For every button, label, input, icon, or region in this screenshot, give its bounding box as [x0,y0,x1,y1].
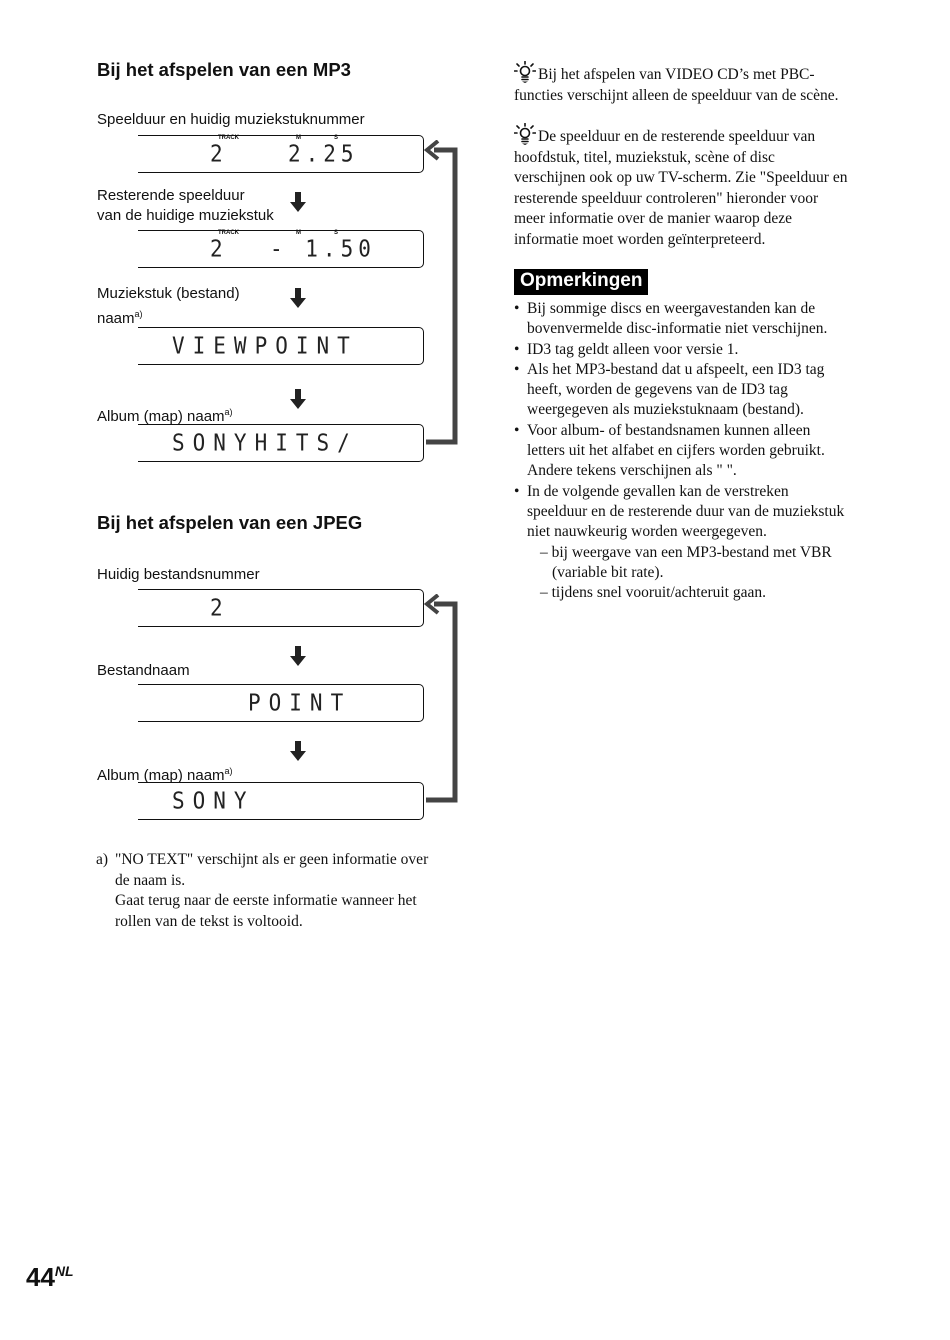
lightbulb-icon [514,61,536,83]
list-item: • In de volgende gevallen kan de verstreken speelduur en de resterende duur van de muziekstuk niet nauwkeurig worden weergegeven. – bij weergave van een MP3-bestand met VBR (variable bit rate). – tijdens snel vooruit/achteruit gaan. [514,482,894,604]
jpeg-display-file-number [138,589,424,627]
jpeg-heading: Bij het afspelen van een JPEG [97,512,363,533]
mp3-label-elapsed: Speelduur en huidig muziekstuknummer [97,111,365,128]
track-number: 2 [210,235,228,263]
mp3-label-album: Album (map) naam$^{a)}$ [97,407,233,425]
page-number: $44^{NL}$ [26,1262,74,1292]
tip-video-cd: Bij het afspelen van VIDEO CD’s met PBC- functies verschijnt alleen de speelduur van de scène. [514,61,894,106]
jpeg-display-file-name [138,684,424,722]
down-arrow-icon [287,191,309,213]
tip-time-display: De speelduur en de resterende speelduur van hoofdstuk, titel, muziekstuk, scène of disc verschijnen ook op uw TV-scherm. Zie "Speelduur en resterende speelduur controleren" hieronder voor meer informatie over de manier waarop deze informatie moet worden geïnterpreteerd. [514,123,894,250]
down-arrow-icon [287,388,309,410]
jpeg-display-album [138,782,424,820]
jpeg-label-file-number: Huidig bestandsnummer [97,566,260,583]
minutes-tag: M [296,230,301,236]
loop-back-arrow-icon [424,594,464,808]
file-name-text: POINT [248,689,352,717]
file-number: 2 [210,594,228,622]
notes-list-block [514,299,894,603]
minutes-tag: M [296,135,301,141]
seconds-tag: S [334,230,339,236]
jpeg-label-album: Album (map) naam$^{a)}$ [97,766,233,784]
track-number: 2 [210,140,228,168]
track-name-text: VIEWPOINT [172,332,358,360]
mp3-label-remaining: Resterende speelduur van de huidige muziekstuk [97,187,274,224]
notes-list [514,299,894,603]
sub-item: – tijdens snel vooruit/achteruit gaan. [540,584,766,602]
mp3-display-elapsed [138,135,424,173]
lightbulb-icon [514,123,536,145]
down-arrow-icon [287,740,309,762]
notes-heading: Opmerkingen [514,269,648,295]
track-tag: TRACK [218,230,239,236]
footnote-marker: a) [96,851,109,868]
album-name-text: SONY [172,787,255,815]
seconds-tag: S [334,135,339,141]
notes-heading-block [514,269,648,295]
mp3-display-album [138,424,424,462]
jpeg-label-file-name: Bestandnaam [97,662,190,679]
list-item: • Bij sommige discs en weergavestanden kan de bovenvermelde disc-informatie niet verschijnen. [514,299,894,340]
album-name-text: SONYHITS/ [172,429,358,457]
mp3-label-track-name: Muziekstuk (bestand) naam$^{a)}$ [97,285,240,327]
list-item: • ID3 tag geldt alleen voor versie 1. [514,340,894,360]
mp3-display-track-name [138,327,424,365]
down-arrow-icon [287,645,309,667]
footnote: a) "NO TEXT" verschijnt als er geen informatie over de naam is. Gaat terug naar de eerste informatie wanneer het rollen van de tekst is voltooid. [96,851,429,930]
down-arrow-icon [287,287,309,309]
list-item: • Als het MP3-bestand dat u afspeelt, een ID3 tag heeft, worden de gegevens van de ID3 tag weergegeven als muziekstuknaam (bestand). [514,360,894,421]
list-item: • Voor album- of bestandsnamen kunnen alleen letters uit het alfabet en cijfers worden gebruikt. Andere tekens verschijnen als " ". [514,421,894,482]
elapsed-time: 2.25 [288,140,359,168]
loop-back-arrow-icon [424,140,464,450]
remaining-time: - 1.50 [270,235,376,263]
track-tag: TRACK [218,135,239,141]
sub-item: – bij weergave van een MP3-bestand met VBR (variable bit rate). [540,543,832,581]
mp3-display-remaining [138,230,424,268]
mp3-heading: Bij het afspelen van een MP3 [97,59,351,80]
